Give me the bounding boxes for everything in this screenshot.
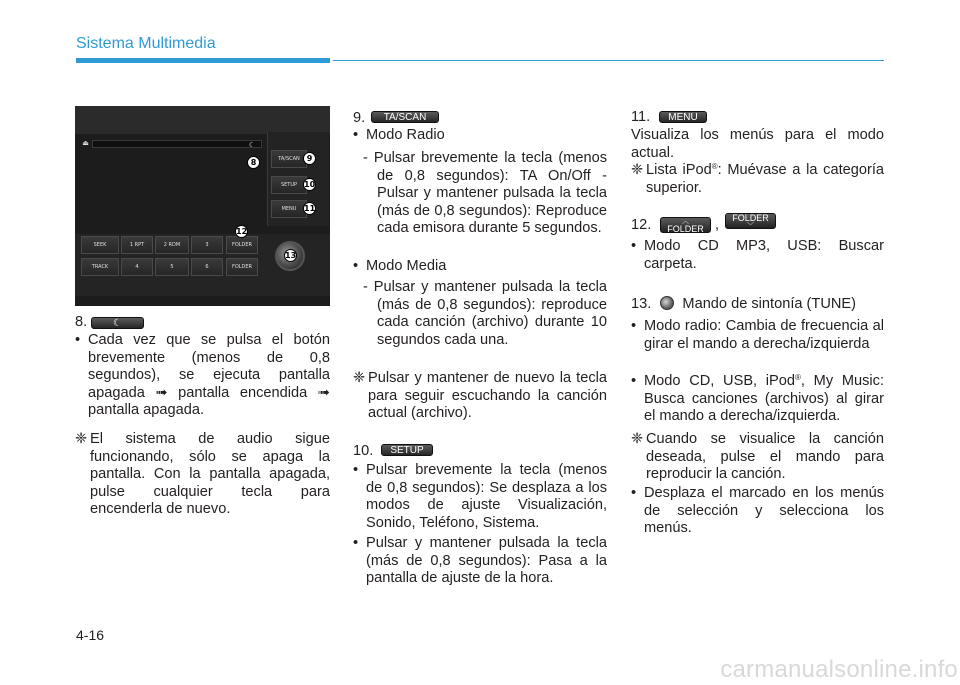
header-rule-thick bbox=[76, 58, 330, 63]
callout-8: 8 bbox=[247, 156, 260, 169]
header-rule-thin bbox=[333, 60, 884, 61]
note-symbol: ❈ bbox=[353, 370, 366, 386]
folder-up-label: FOLDER bbox=[667, 224, 704, 234]
device-4-button: 4 bbox=[121, 258, 153, 276]
note-symbol: ❈ bbox=[75, 431, 88, 447]
device-setup-button: SETUP bbox=[271, 176, 307, 194]
item-8-note bbox=[75, 431, 330, 519]
folder-separator: , bbox=[715, 217, 720, 233]
device-menu-button: MENU bbox=[271, 200, 307, 218]
folder-down-key bbox=[725, 213, 776, 229]
media-mode-detail: - Pulsar y mantener pulsada la tecla (más de 0,8 segundos): reproduce cada canción (archivo) durante 10 segundos cada una. bbox=[363, 279, 607, 348]
tune-bullet-2-b: , My Music: Busca canciones (archivos) al girar el mando a derecha/izquierda. bbox=[644, 373, 884, 424]
note-symbol: ❈ bbox=[631, 162, 644, 178]
device-top-strip bbox=[75, 106, 330, 134]
item-11-number: 11. bbox=[631, 109, 651, 125]
device-seek-button: SEEK bbox=[81, 236, 119, 254]
device-folder-down-button: FOLDER bbox=[226, 258, 258, 276]
device-rdm-button: 2 RDM bbox=[155, 236, 189, 254]
setup-bullet-1: • Pulsar brevemente la tecla (menos de 0,8 segundos): Se desplaza a los modos de ajuste Visualización, Sonido, Teléfono, Sistema. bbox=[353, 462, 607, 532]
callout-10: 10 bbox=[304, 180, 316, 189]
moon-icon: ☾ bbox=[113, 318, 122, 329]
callout-12: 12 bbox=[236, 227, 248, 236]
registered-mark: ® bbox=[795, 373, 801, 382]
item-13-title: Mando de sintonía (TUNE) bbox=[682, 296, 857, 312]
setup-key: SETUP bbox=[381, 444, 433, 456]
media-mode-note bbox=[353, 370, 607, 423]
section-title: Sistema Multimedia bbox=[76, 35, 216, 52]
ta-scan-key: TA/SCAN bbox=[371, 111, 439, 123]
media-note-text: Pulsar y mantener de nuevo la tecla para seguir escuchando la canción actual (archivo). bbox=[368, 370, 607, 421]
device-5-button: 5 bbox=[155, 258, 189, 276]
callout-9: 9 bbox=[303, 152, 316, 165]
cd-slot bbox=[92, 140, 262, 148]
moon-key-button bbox=[91, 317, 144, 329]
radio-mode-bullet: • Modo Radio bbox=[353, 127, 607, 145]
tune-bullet-2-a: Modo CD, USB, iPod bbox=[644, 373, 796, 389]
chevron-down-icon: ﹀ bbox=[747, 223, 754, 230]
eject-icon: ⏏ bbox=[82, 140, 89, 147]
menu-key: MENU bbox=[659, 111, 707, 123]
item-8-note-text: El sistema de audio sigue funcionando, sólo se apaga la pantalla. Con la pantalla apagada, pulse cualquier tecla para encenderla de nuevo. bbox=[90, 431, 330, 517]
tune-bullet-3: • Desplaza el marcado en los menús de selección y selecciona los menús. bbox=[631, 485, 884, 538]
item-9-number: 9. bbox=[353, 110, 366, 126]
page-number: 4-16 bbox=[76, 627, 105, 643]
device-6-button: 6 bbox=[191, 258, 223, 276]
device-ta-scan-button: TA/SCAN bbox=[271, 150, 307, 168]
note-symbol: ❈ bbox=[631, 431, 644, 447]
item-13-number: 13. bbox=[631, 296, 652, 312]
folder-bullet: • Modo CD MP3, USB: Buscar carpeta. bbox=[631, 238, 884, 273]
device-rpt-button: 1 RPT bbox=[121, 236, 153, 254]
tune-note-text: Cuando se visualice la canción deseada, pulse el mando para reproducir la canción. bbox=[646, 431, 884, 482]
device-3-button: 3 bbox=[191, 236, 223, 254]
menu-description: Visualiza los menús para el modo actual. bbox=[631, 127, 884, 161]
tune-bullet-1: • Modo radio: Cambia de frecuencia al girar el mando a derecha/izquierda bbox=[631, 318, 884, 353]
item-8-number: 8. bbox=[75, 314, 88, 330]
radio-mode-detail: - Pulsar brevemente la tecla (menos de 0,8 segundos): TA On/Off - Pulsar y mantener pulsada la tecla (más de 0,8 segundos): Reproduce cada emisora durante 5 segundos. bbox=[363, 150, 607, 236]
callout-13: 13 bbox=[285, 251, 297, 260]
item-10-number: 10. bbox=[353, 443, 374, 459]
tune-knob-icon bbox=[660, 296, 674, 310]
ipod-note-a: Lista iPod bbox=[646, 162, 712, 178]
item-12-heading bbox=[631, 213, 884, 237]
tune-note bbox=[631, 431, 884, 484]
folder-down-label: FOLDER bbox=[732, 213, 769, 223]
audio-unit-photo bbox=[75, 106, 330, 306]
callout-11: 11 bbox=[304, 204, 316, 213]
chevron-up-icon: ︿ bbox=[682, 218, 689, 225]
item-12-number: 12. bbox=[631, 217, 652, 233]
device-track-button: TRACK bbox=[81, 258, 119, 276]
setup-bullet-2: • Pulsar y mantener pulsada la tecla (más de 0,8 segundos): Pasa a la pantalla de ajuste de la hora. bbox=[353, 535, 607, 588]
ipod-note bbox=[631, 162, 884, 197]
folder-up-key bbox=[660, 217, 711, 233]
item-8-bullet: • Cada vez que se pulsa el botón brevemente (menos de 0,8 segundos), se ejecuta pantalla apagada ➟ pantalla encendida ➟ pantalla apagada. bbox=[75, 332, 330, 420]
moon-icon: ☾ bbox=[248, 142, 256, 149]
registered-mark: ® bbox=[711, 162, 718, 171]
media-mode-bullet: • Modo Media bbox=[353, 258, 607, 276]
watermark: carmanualsonline.info bbox=[720, 656, 958, 683]
item-13-heading bbox=[631, 296, 884, 314]
tune-bullet-2 bbox=[631, 373, 884, 426]
ipod-note-b: : Muévase a la categoría superior. bbox=[646, 162, 885, 196]
device-folder-up-button: FOLDER bbox=[226, 236, 258, 254]
